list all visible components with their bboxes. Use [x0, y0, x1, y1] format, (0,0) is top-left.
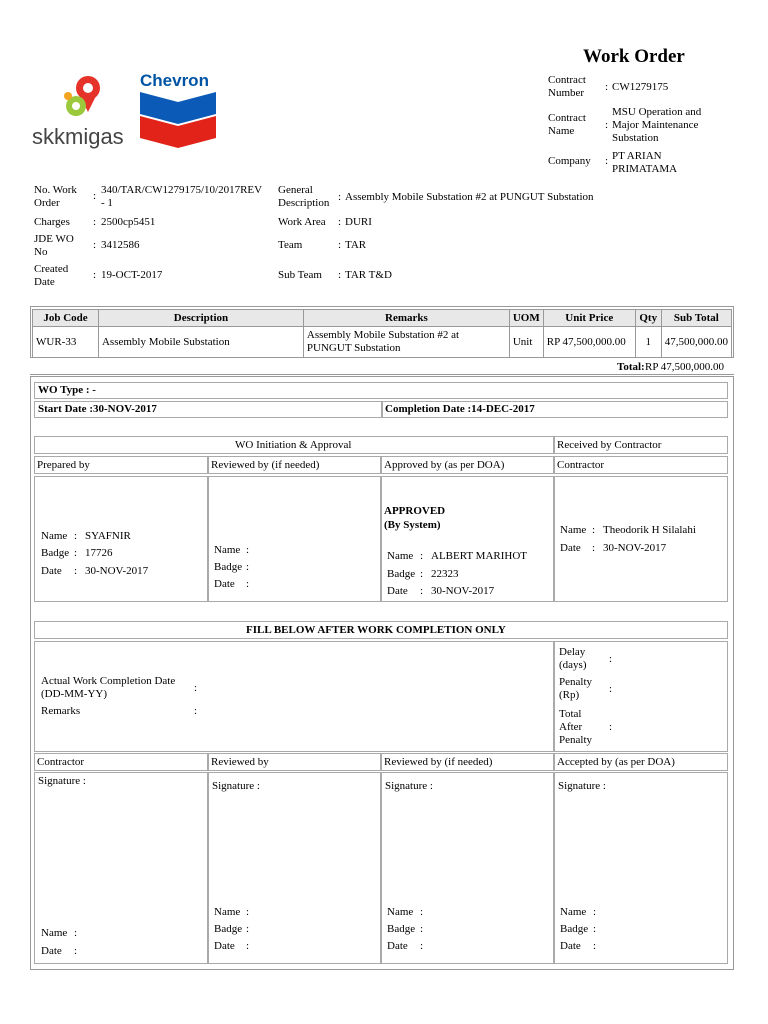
delay-label-2: (days) — [559, 659, 587, 671]
approved-date: 30-NOV-2017 — [431, 585, 495, 597]
header-sub-total: Sub Total — [661, 310, 731, 327]
items-header-row — [33, 310, 732, 327]
prepared-name-colon: : — [74, 530, 78, 542]
start-date: Start Date :30-NOV-2017 — [38, 403, 157, 415]
contract-name-line-3: Substation — [612, 132, 659, 144]
approved-name-label: Name — [387, 550, 414, 562]
header-description: Description — [98, 310, 303, 327]
divider — [30, 374, 734, 375]
company-label: Company — [548, 155, 591, 167]
remarks-label: Remarks — [41, 705, 81, 717]
reviewed-badge-label: Badge — [214, 561, 243, 573]
penalty-label-2: (Rp) — [559, 689, 580, 701]
table-row — [33, 327, 732, 358]
approved-badge: 22323 — [431, 568, 459, 580]
contractor-name: Theodorik H Silalahi — [603, 524, 696, 536]
total-after-penalty-1: Total — [559, 708, 582, 720]
contractor-name-label: Name — [560, 524, 587, 536]
prepared-badge-colon: : — [74, 547, 78, 559]
general-description-colon: : — [338, 191, 342, 203]
header-uom: UOM — [509, 310, 543, 327]
sig-reviewed-label: Signature : — [212, 780, 260, 792]
sig-contractor-date-colon: : — [74, 945, 78, 957]
cell-uom: Unit — [509, 327, 543, 358]
cell-remarks: Assembly Mobile Substation #2 at PUNGUT Substation — [303, 327, 509, 358]
sig-accepted-badge-label: Badge — [560, 923, 589, 935]
sig-accepted-date-colon: : — [593, 940, 597, 952]
items-table — [32, 309, 732, 358]
completion-details-box — [34, 641, 554, 752]
sig-reviewed-if-badge-label: Badge — [387, 923, 416, 935]
sig-reviewed-badge-label: Badge — [214, 923, 243, 935]
contractor-date-label: Date — [560, 542, 581, 554]
sig-col-reviewed-if: Reviewed by (if needed) — [384, 756, 493, 768]
cell-sub-total: 47,500,000.00 — [661, 327, 731, 358]
approved-date-label: Date — [387, 585, 408, 597]
charges-label: Charges — [34, 216, 70, 228]
sig-contractor-name-label: Name — [41, 927, 68, 939]
prepared-badge: 17726 — [85, 547, 113, 559]
sub-team-label: Sub Team — [278, 269, 322, 281]
document-title: Work Order — [583, 46, 685, 67]
contract-number-label: Contract Number — [548, 74, 586, 99]
wo-type-row — [34, 382, 728, 399]
header-job-code: Job Code — [33, 310, 99, 327]
approved-badge-label: Badge — [387, 568, 416, 580]
wo-no-line-1: 340/TAR/CW1279175/10/2017REV — [101, 184, 263, 196]
completion-title: FILL BELOW AFTER WORK COMPLETION ONLY — [246, 624, 506, 636]
delay-label-1: Delay — [559, 646, 586, 658]
contractor-box — [554, 476, 728, 602]
jde-label: JDE WO No — [34, 233, 74, 258]
contract-name-label: Contract Name — [548, 112, 586, 137]
team-label: Team — [278, 239, 303, 251]
contract-name-line-1: MSU Operation and — [612, 106, 702, 118]
sig-contractor-date-label: Date — [41, 945, 62, 957]
jde-value: 3412586 — [101, 239, 140, 251]
created-value: 19-OCT-2017 — [101, 269, 163, 281]
sig-accepted-badge-colon: : — [593, 923, 597, 935]
approved-status: APPROVED — [384, 505, 446, 517]
skkmigas-logo-text: skkmigas — [32, 124, 124, 149]
actual-completion-label-1: Actual Work Completion Date — [41, 675, 176, 687]
sig-accepted-date-label: Date — [560, 940, 581, 952]
charges-value: 2500cp5451 — [101, 216, 156, 228]
jde-colon: : — [93, 239, 97, 251]
prepared-name-label: Name — [41, 530, 68, 542]
sig-reviewed-if-name-colon: : — [420, 906, 424, 918]
total-value: RP 47,500,000.00 — [645, 361, 725, 373]
company-line-2: PRIMATAMA — [612, 163, 678, 175]
sig-reviewed-name-label: Name — [214, 906, 241, 918]
sig-reviewed-name-colon: : — [246, 906, 250, 918]
work-area-value: DURI — [345, 216, 372, 228]
actual-completion-label-2: (DD-MM-YY) — [41, 688, 107, 700]
col-approved-label: Approved by (as per DOA) — [384, 459, 505, 471]
sig-col-contractor: Contractor — [37, 756, 85, 768]
approved-name: ALBERT MARIHOT — [431, 550, 527, 562]
reviewed-name-label: Name — [214, 544, 241, 556]
header-remarks: Remarks — [303, 310, 509, 327]
skkmigas-logo — [30, 70, 140, 150]
approved-name-colon: : — [420, 550, 424, 562]
approved-by-system: (By System) — [384, 519, 441, 531]
penalty-label-1: Penalty — [559, 676, 592, 688]
cell-unit-price: RP 47,500,000.00 — [543, 327, 635, 358]
sig-col-accepted: Accepted by (as per DOA) — [557, 756, 675, 768]
col-prepared-label: Prepared by — [37, 459, 90, 471]
work-area-label: Work Area — [278, 216, 326, 228]
remarks-colon: : — [194, 705, 198, 717]
approved-badge-colon: : — [420, 568, 424, 580]
sig-reviewed-date-colon: : — [246, 940, 250, 952]
sig-accepted-name-colon: : — [593, 906, 597, 918]
header-unit-price: Unit Price — [543, 310, 635, 327]
wo-type: WO Type : - — [38, 384, 96, 396]
company-colon: : — [605, 155, 609, 167]
sig-reviewed-if-label: Signature : — [385, 780, 433, 792]
sig-reviewed-if-name-label: Name — [387, 906, 414, 918]
total-label: Total: — [617, 361, 645, 373]
wo-no-colon: : — [93, 190, 97, 202]
approved-date-colon: : — [420, 585, 424, 597]
contractor-date-colon: : — [592, 542, 596, 554]
prepared-date-colon: : — [74, 565, 78, 577]
created-colon: : — [93, 269, 97, 281]
sig-reviewed-date-label: Date — [214, 940, 235, 952]
col-contractor-label: Contractor — [557, 459, 605, 471]
work-area-colon: : — [338, 216, 342, 228]
prepared-date: 30-NOV-2017 — [85, 565, 149, 577]
sig-reviewed-badge-colon: : — [246, 923, 250, 935]
created-label: Created Date — [34, 263, 69, 288]
prepared-name: SYAFNIR — [85, 530, 131, 542]
sig-accepted-label: Signature : — [558, 780, 606, 792]
delay-colon: : — [609, 653, 613, 665]
charges-colon: : — [93, 216, 97, 228]
sig-accepted-name-label: Name — [560, 906, 587, 918]
reviewed-badge-colon: : — [246, 561, 250, 573]
contractor-name-colon: : — [592, 524, 596, 536]
prepared-badge-label: Badge — [41, 547, 70, 559]
sig-contractor-label: Signature : — [38, 775, 86, 787]
sig-reviewed-if-date-label: Date — [387, 940, 408, 952]
reviewed-date-colon: : — [246, 578, 250, 590]
chevron-logo-text: Chevron — [140, 71, 209, 90]
sig-reviewed-if-badge-colon: : — [420, 923, 424, 935]
contract-name-colon: : — [605, 119, 609, 131]
contract-number-colon: : — [605, 81, 609, 93]
cell-description: Assembly Mobile Substation — [98, 327, 303, 358]
general-description-value: Assembly Mobile Substation #2 at PUNGUT Substation — [345, 191, 594, 203]
penalty-colon: : — [609, 683, 613, 695]
general-description-label: General Description — [278, 184, 330, 209]
sub-team-value: TAR T&D — [345, 269, 392, 281]
cell-qty: 1 — [635, 327, 661, 358]
actual-completion-colon: : — [194, 682, 198, 694]
col-reviewed-label: Reviewed by (if needed) — [211, 459, 320, 471]
chevron-logo — [136, 70, 220, 150]
wo-no-line-2: - 1 — [101, 197, 113, 209]
prepared-date-label: Date — [41, 565, 62, 577]
sig-reviewed-if-date-colon: : — [420, 940, 424, 952]
total-after-penalty-colon: : — [609, 721, 613, 733]
contractor-date: 30-NOV-2017 — [603, 542, 667, 554]
total-after-penalty-3: Penalty — [559, 734, 592, 746]
contract-number-value: CW1279175 — [612, 81, 669, 93]
approved-box — [381, 476, 554, 602]
cell-job-code: WUR-33 — [33, 327, 99, 358]
wo-initiation-title: WO Initiation & Approval — [235, 439, 352, 451]
reviewed-date-label: Date — [214, 578, 235, 590]
sub-team-colon: : — [338, 269, 342, 281]
received-by-contractor-title: Received by Contractor — [557, 439, 662, 451]
sig-col-reviewed: Reviewed by — [211, 756, 269, 768]
total-after-penalty-2: After — [559, 721, 583, 733]
completion-date: Completion Date :14-DEC-2017 — [385, 403, 535, 415]
team-value: TAR — [345, 239, 367, 251]
contract-name-line-2: Major Maintenance — [612, 119, 699, 131]
reviewed-name-colon: : — [246, 544, 250, 556]
wo-no-label: No. Work Order — [34, 184, 77, 209]
team-colon: : — [338, 239, 342, 251]
company-line-1: PT ARIAN — [612, 150, 662, 162]
header-qty: Qty — [635, 310, 661, 327]
sig-contractor-name-colon: : — [74, 927, 78, 939]
